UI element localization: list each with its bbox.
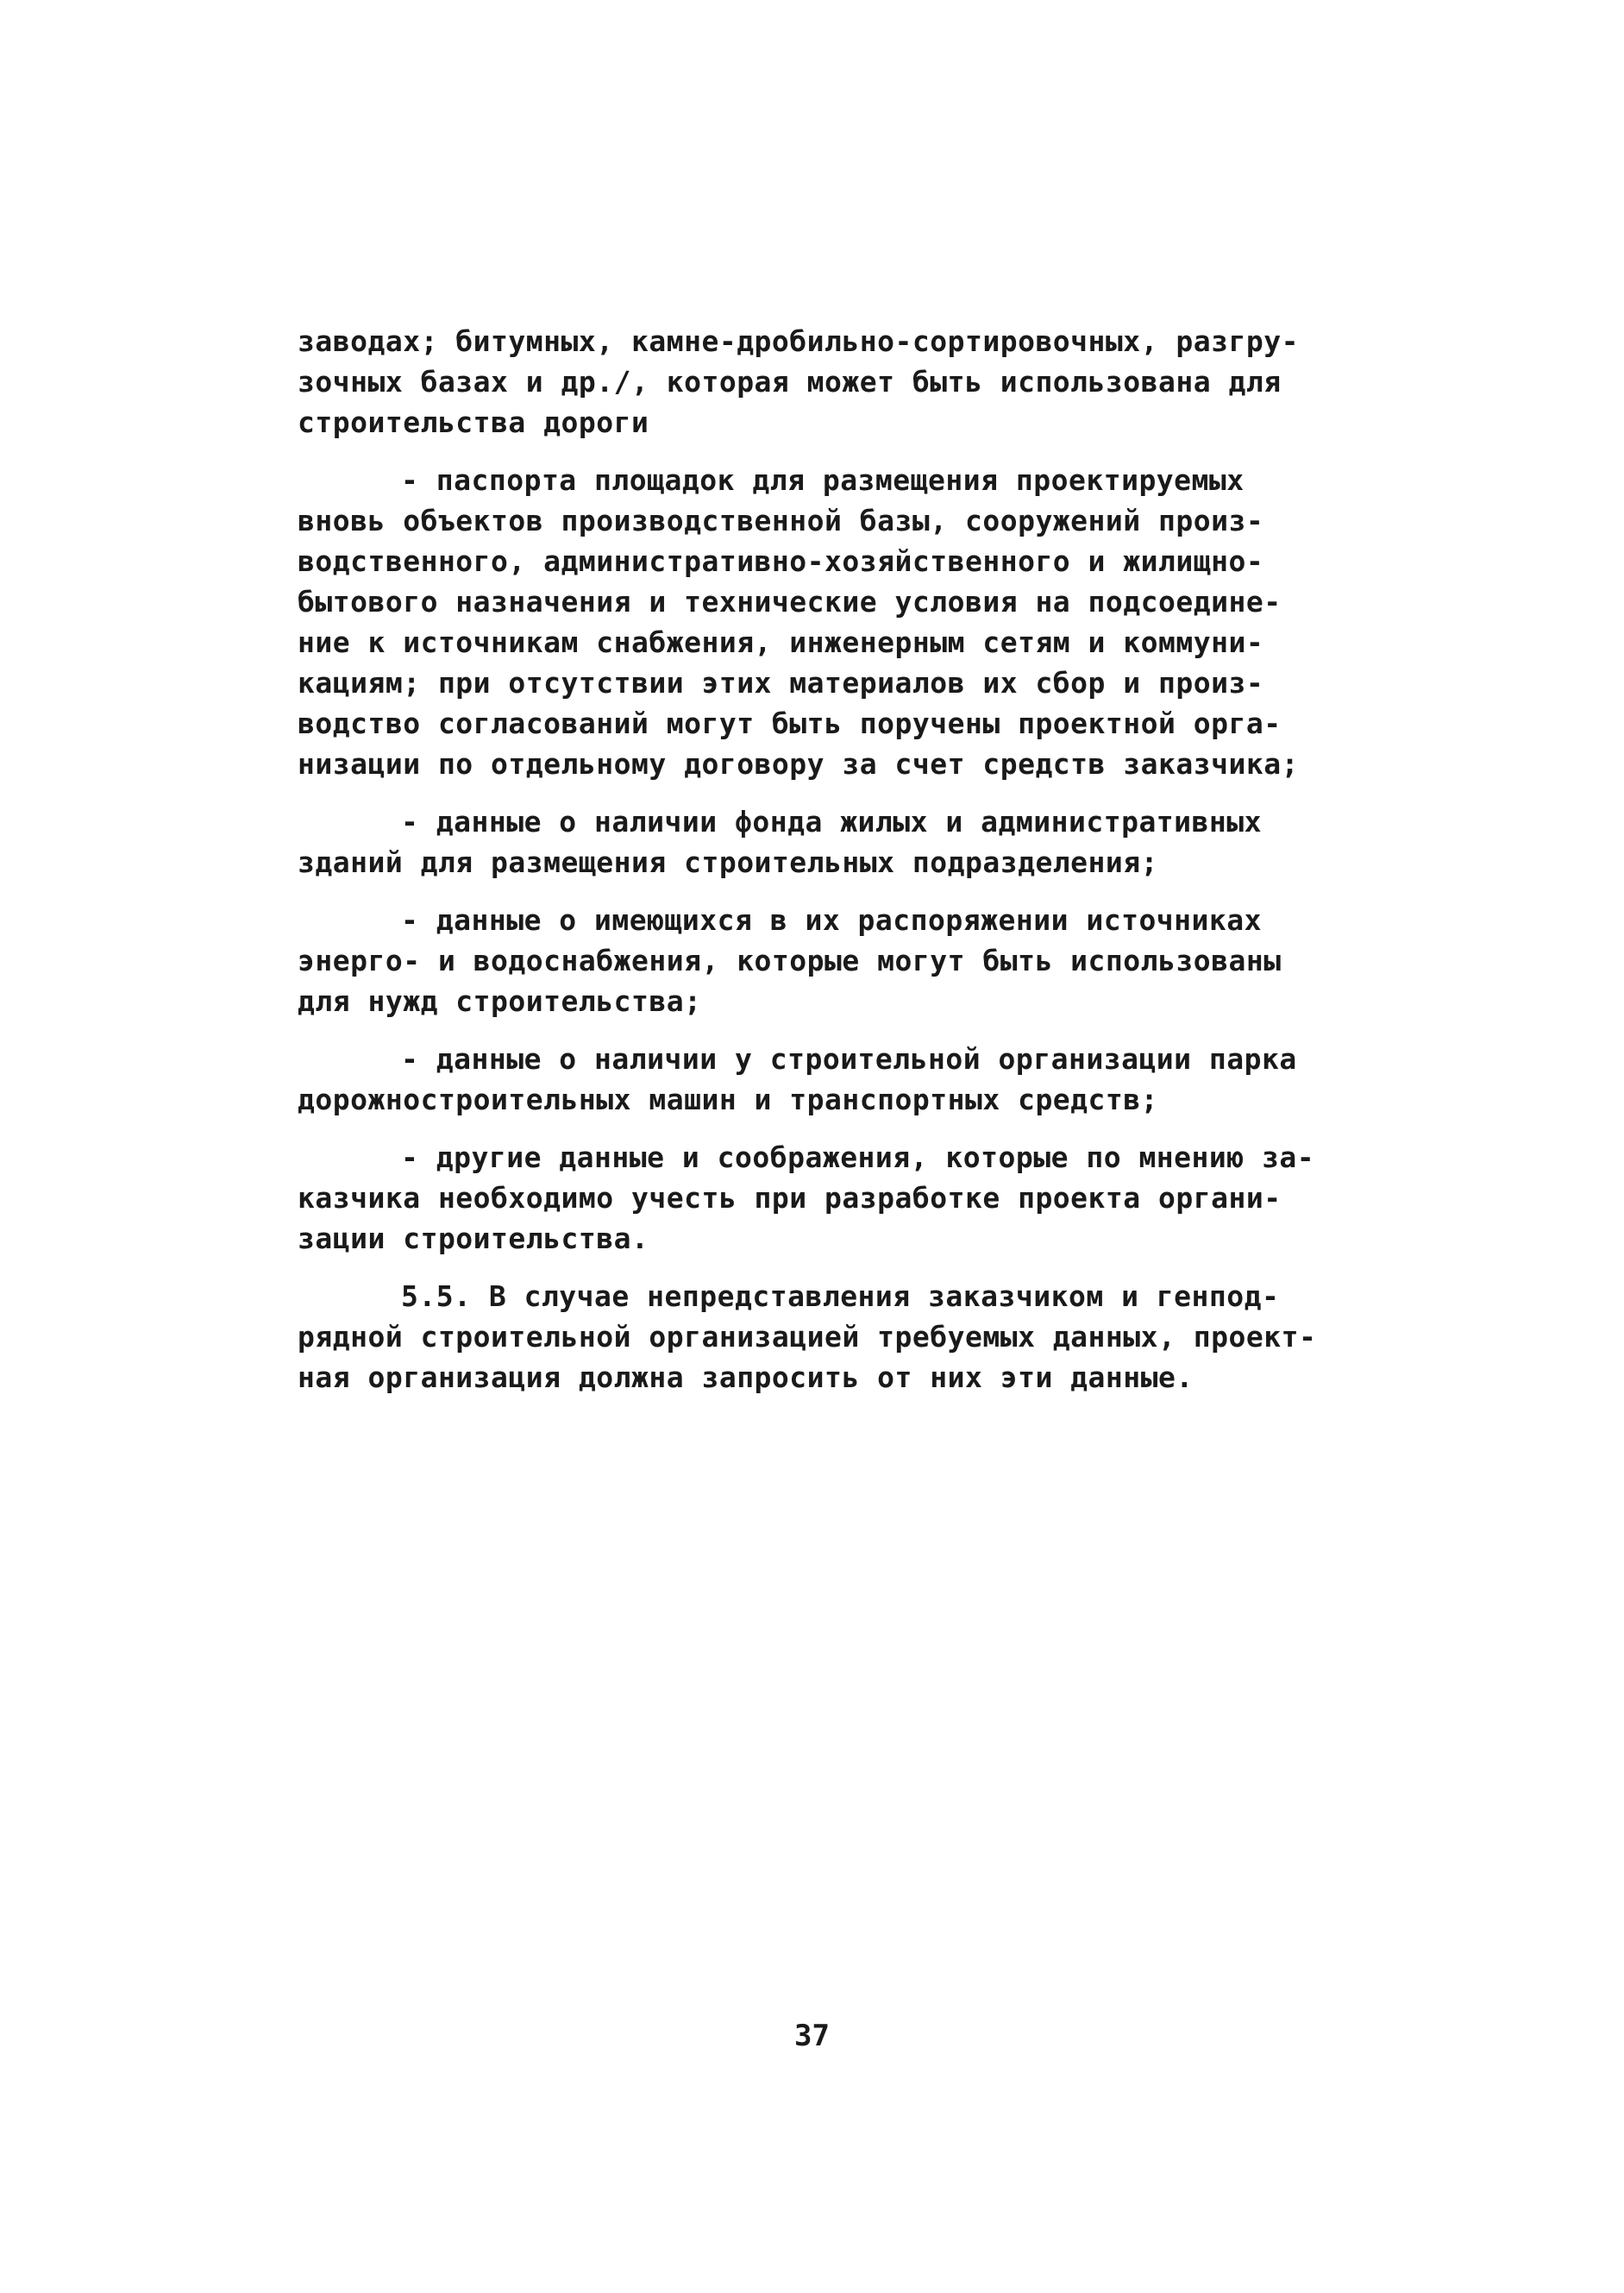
text-line: энерго- и водоснабжения, которые могут быть использованы <box>298 944 1282 977</box>
paragraph-3 <box>298 801 1376 883</box>
text-line: низации по отдельному договору за счет средств заказчика; <box>298 747 1299 781</box>
text-line: - паспорта площадок для размещения проектируемых <box>401 463 1245 497</box>
text-line: кациям; при отсутствии этих материалов их сбор и произ- <box>298 666 1264 700</box>
paragraph-5 <box>298 1039 1376 1120</box>
text-line: водственного, административно-хозяйственного и жилищно- <box>298 544 1264 578</box>
body-text <box>298 321 1376 1398</box>
text-line: водство согласований могут быть поручены проектной орга- <box>298 707 1282 740</box>
text-line: казчика необходимо учесть при разработке проекта органи- <box>298 1181 1282 1215</box>
paragraph-4 <box>298 900 1376 1021</box>
text-line: ная организация должна запросить от них эти данные. <box>298 1360 1194 1394</box>
text-line: - данные о наличии у строительной организации парка <box>401 1042 1297 1076</box>
text-line: - данные о имеющихся в их распоряжении источниках <box>401 903 1263 937</box>
text-line: ние к источникам снабжения, инженерным сетям и коммуни- <box>298 625 1264 659</box>
text-line: зации строительства. <box>298 1222 649 1255</box>
text-line: зочных базах и др./, которая может быть использована для <box>298 365 1282 399</box>
text-line: рядной строительной организацией требуемых данных, проект- <box>298 1320 1317 1354</box>
text-line: зданий для размещения строительных подразделения; <box>298 845 1159 879</box>
paragraph-6 <box>298 1137 1376 1259</box>
text-line: - другие данные и соображения, которые по мнению за- <box>401 1140 1315 1174</box>
text-line: вновь объектов производственной базы, сооружений произ- <box>298 504 1264 537</box>
text-line: заводах; битумных, камне-дробильно-сортировочных, разгру- <box>298 324 1299 358</box>
paragraph-2 <box>298 460 1376 784</box>
paragraph-7 <box>298 1276 1376 1398</box>
text-line: бытового назначения и технические условия на подсоедине- <box>298 585 1282 619</box>
text-line: для нужд строительства; <box>298 984 702 1018</box>
text-line: - данные о наличии фонда жилых и административных <box>401 805 1263 839</box>
paragraph-1 <box>298 321 1376 443</box>
text-line: дорожностроительных машин и транспортных средств; <box>298 1083 1159 1116</box>
page-number: 37 <box>794 2019 830 2053</box>
text-line: 5.5. В случае непредставления заказчиком и генпод- <box>401 1279 1280 1313</box>
text-line: строительства дороги <box>298 405 649 439</box>
